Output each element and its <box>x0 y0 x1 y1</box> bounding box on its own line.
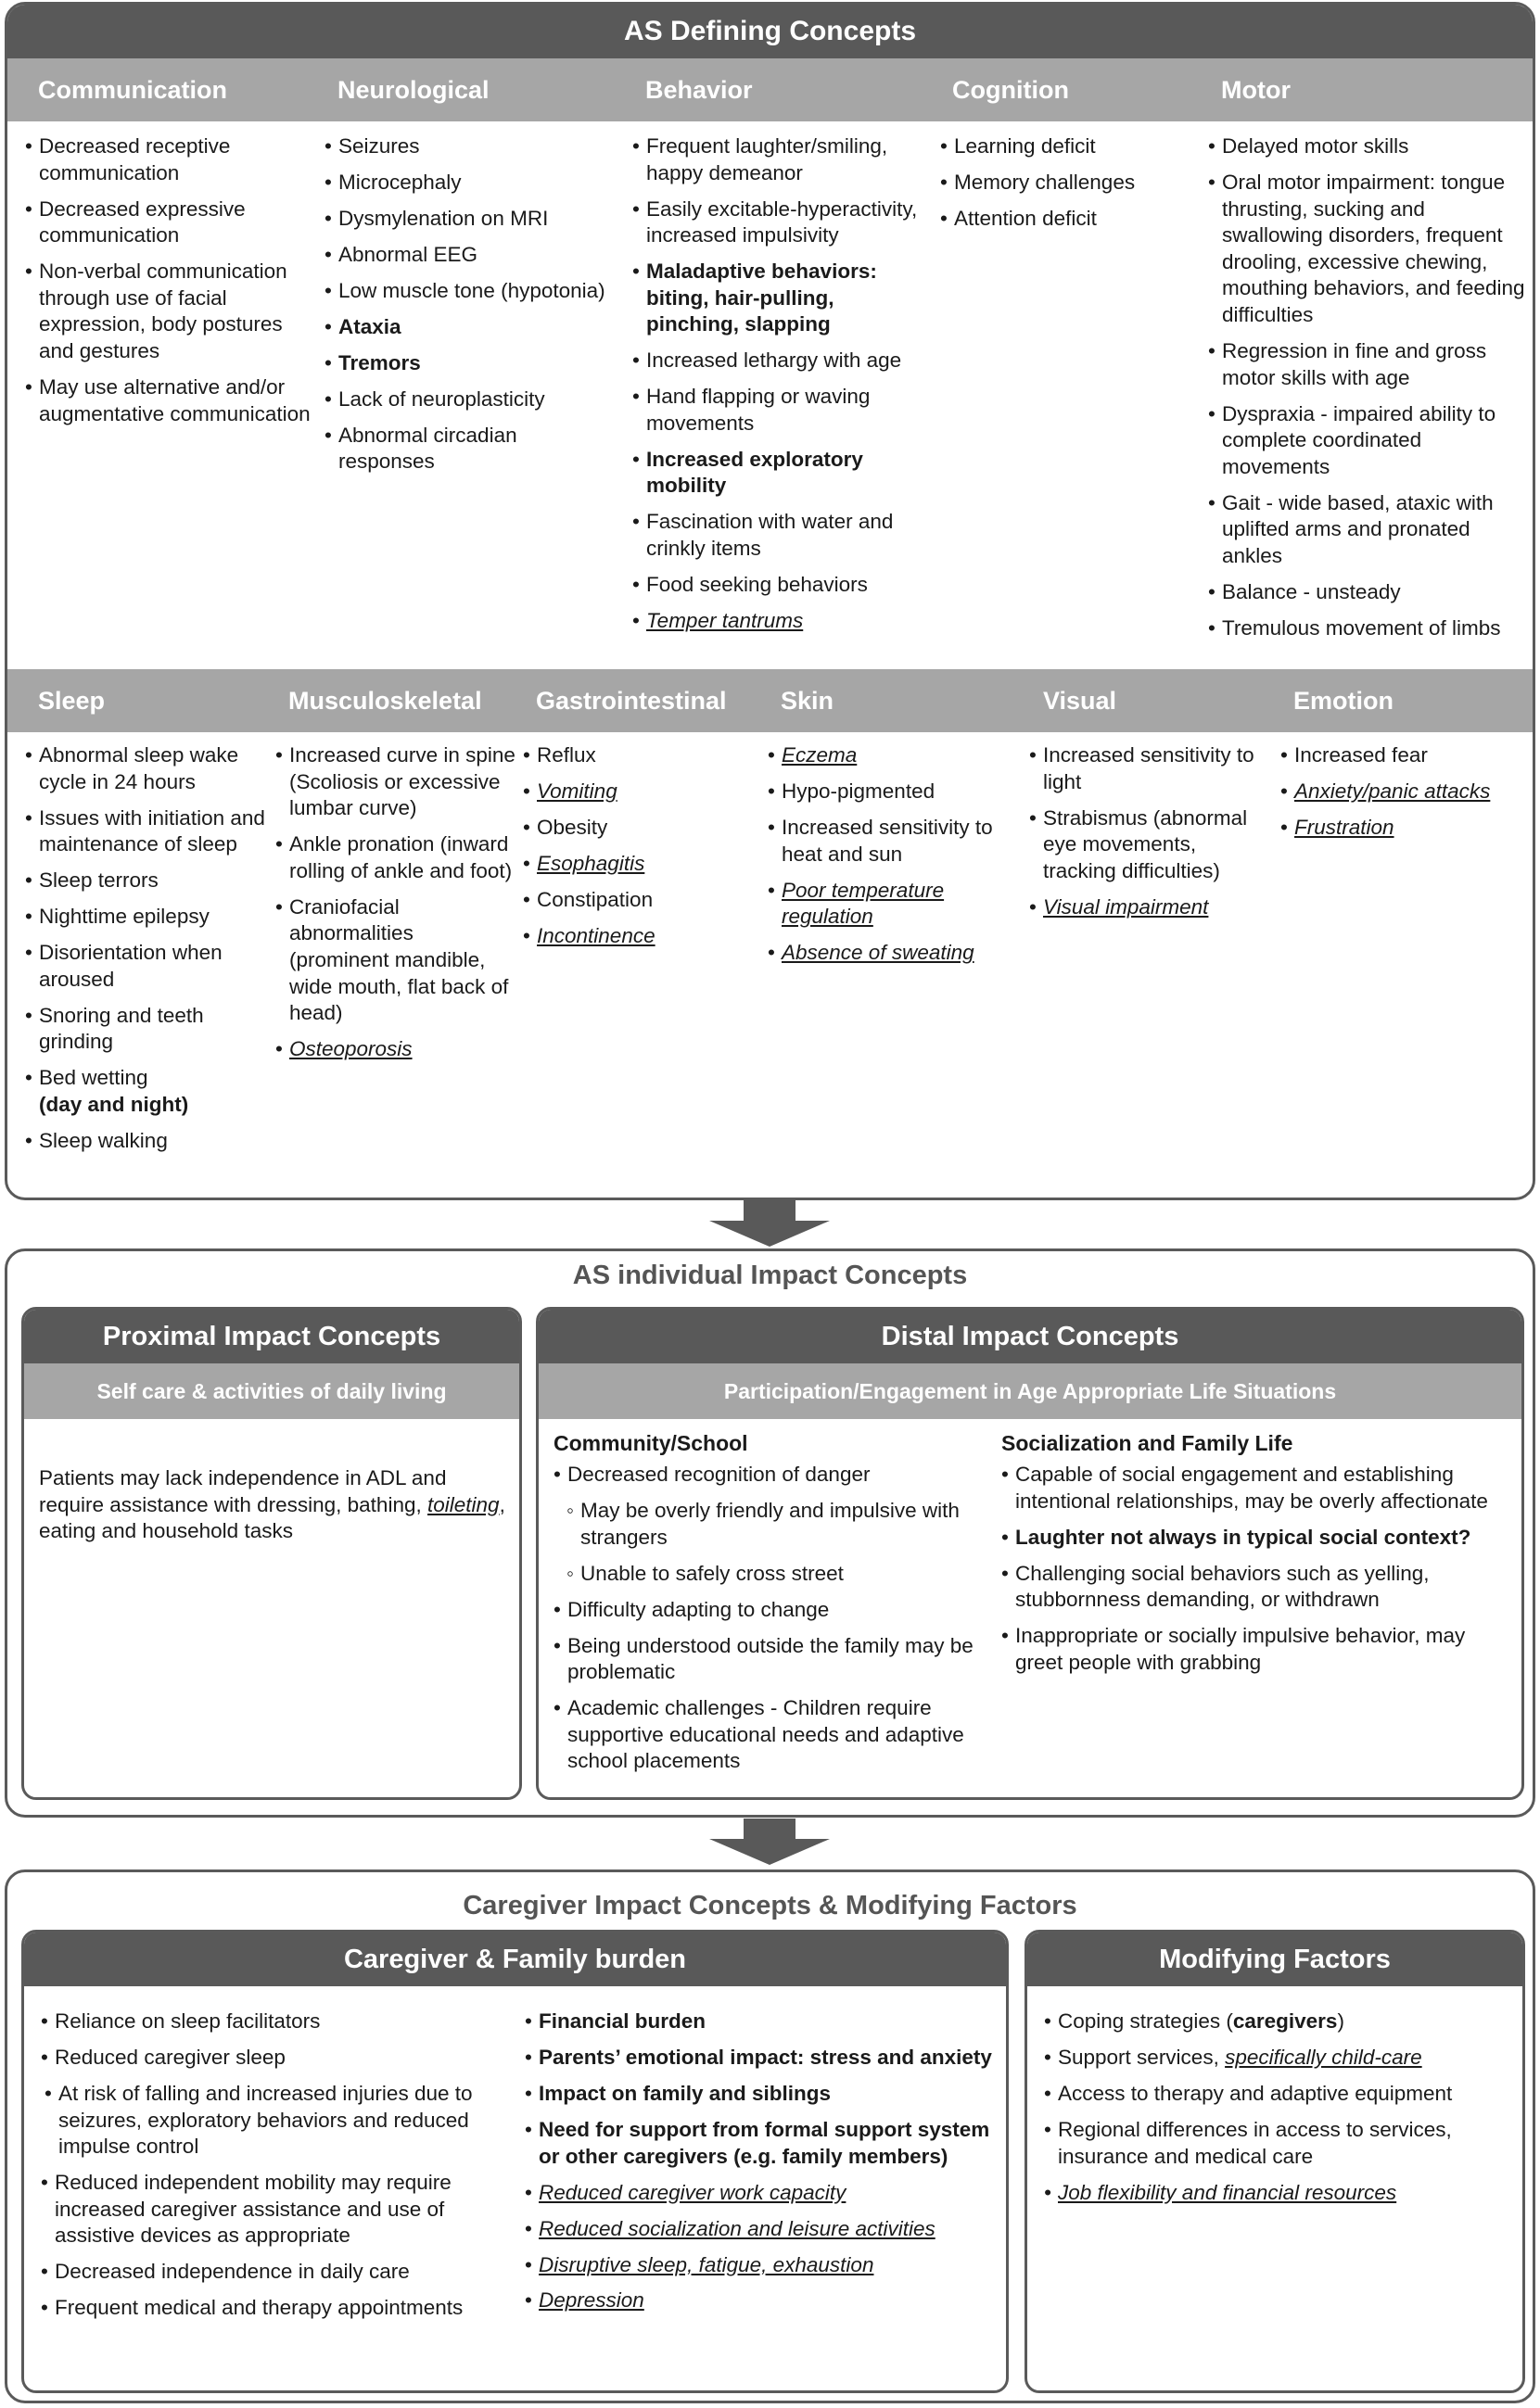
item-text: Coping strategies ( <box>1058 2009 1233 2033</box>
list-item-text: Hand flapping or waving movements <box>646 385 871 435</box>
list-item-text: Lack of neuroplasticity <box>338 387 545 411</box>
list-item <box>325 314 612 341</box>
list-item-text: Reflux <box>537 743 596 767</box>
list-item-text: At risk of falling and increased injuries due to seizures, exploratory behaviors and reduced impulse control <box>58 2081 473 2159</box>
list-item-text: Increased sensitivity to heat and sun <box>782 815 993 866</box>
list-item-text: Parents’ emotional impact: stress and anxiety <box>539 2045 992 2069</box>
list-item <box>275 1036 516 1063</box>
list-item: • Job flexibility and financial resources <box>1044 2180 1512 2207</box>
list-item <box>25 133 312 186</box>
proximal-text-after: , eating and household tasks <box>39 1492 505 1543</box>
bullet-list <box>525 2009 993 2314</box>
list-item <box>632 447 929 500</box>
burden-right-column <box>525 2009 993 2324</box>
list-item <box>525 2288 993 2314</box>
list-item: • Access to therapy and adaptive equipment <box>1044 2081 1512 2108</box>
list-item-text: Tremors <box>338 350 421 374</box>
burden-left-column <box>41 2009 509 2331</box>
list-item <box>25 1128 271 1155</box>
list-item-text: Laughter not always in typical social context? <box>1015 1525 1471 1549</box>
list-item <box>1280 742 1531 769</box>
proximal-text-before: Patients may lack independence in ADL and require assistance with dressing, bathing, <box>39 1466 447 1516</box>
list-item-text: Osteoporosis <box>289 1037 413 1061</box>
proximal-panel <box>21 1307 522 1800</box>
list-item-text: Capable of social engagement and establishing intentional relationships, may be overly affectionate <box>1015 1463 1488 1513</box>
list-item <box>523 851 759 878</box>
list-item-bold-text: (day and night) <box>39 1092 189 1116</box>
list-item <box>940 206 1209 233</box>
list-item <box>940 170 1209 196</box>
list-item <box>525 2252 993 2279</box>
list-item-text: Reliance on sleep facilitators <box>55 2009 321 2033</box>
list-item-text: Ataxia <box>338 314 401 338</box>
list-item-text: Reduced independent mobility may require increased caregiver assistance and use of assistive devices as appropriate <box>55 2171 452 2248</box>
list-item <box>632 259 929 338</box>
defining-row2-header <box>7 669 1533 732</box>
list-item <box>525 2009 993 2035</box>
list-item-text: Increased fear <box>1294 743 1428 767</box>
column-gastrointestinal <box>523 742 759 959</box>
list-item <box>25 1065 271 1118</box>
list-item <box>1029 805 1275 885</box>
category-neurological: Neurological <box>337 76 490 104</box>
column-neurological <box>325 133 612 485</box>
list-item <box>768 815 1018 868</box>
bullet-list <box>41 2009 509 2322</box>
list-item: • Regional differences in access to services, insurance and medical care <box>1044 2117 1512 2170</box>
bullet-list <box>1029 742 1275 920</box>
list-item <box>632 348 929 374</box>
list-item <box>523 815 759 842</box>
column-communication <box>25 133 312 437</box>
list-item-text: Abnormal sleep wake cycle in 24 hours <box>39 743 239 793</box>
list-item <box>632 572 929 599</box>
list-item-text: Depression <box>539 2288 644 2313</box>
modifying-factors-title: Modifying Factors <box>1027 1933 1522 1986</box>
list-item-text: Financial burden <box>539 2009 706 2033</box>
proximal-title: Proximal Impact Concepts <box>24 1310 519 1363</box>
list-item <box>1029 742 1275 795</box>
category-behavior: Behavior <box>645 76 753 104</box>
list-item-text: Food seeking behaviors <box>646 573 868 597</box>
list-item-text: Frequent medical and therapy appointments <box>55 2296 464 2320</box>
distal-subtitle: Participation/Engagement in Age Appropriate Life Situations <box>539 1363 1521 1419</box>
socialization-column <box>1001 1430 1516 1686</box>
list-item-text: Regression in fine and gross motor skills with age <box>1222 338 1487 389</box>
category-motor: Motor <box>1221 76 1291 104</box>
list-item-text: Increased exploratory mobility <box>646 447 863 498</box>
list-item <box>1208 170 1529 329</box>
modifying-factors-list <box>1044 2009 1512 2216</box>
defining-row1-header <box>7 58 1533 121</box>
list-item-text: Poor temperature regulation <box>782 878 945 929</box>
list-item-text: Delayed motor skills <box>1222 134 1409 158</box>
list-item <box>325 350 612 377</box>
category-sleep: Sleep <box>38 687 106 715</box>
list-item-text: Easily excitable-hyperactivity, increased impulsivity <box>646 196 918 247</box>
list-item-text: Abnormal EEG <box>338 242 478 266</box>
list-item-text: Microcephaly <box>338 170 462 194</box>
list-item <box>325 206 612 233</box>
column-motor <box>1208 133 1529 652</box>
category-visual: Visual <box>1043 687 1117 715</box>
list-item-text: Issues with initiation and maintenance of sleep <box>39 805 265 856</box>
list-item <box>632 196 929 249</box>
list-item <box>523 923 759 950</box>
category-skin: Skin <box>781 687 834 715</box>
list-item-text: Decreased receptive communication <box>39 134 231 184</box>
list-item <box>25 904 271 931</box>
list-item <box>325 278 612 305</box>
bullet-list <box>275 742 516 1063</box>
defining-concepts-title: AS Defining Concepts <box>7 5 1533 58</box>
list-item-text: Increased lethargy with age <box>646 349 902 373</box>
bullet-list <box>768 742 1018 967</box>
category-communication: Communication <box>38 76 228 104</box>
list-item <box>525 2180 993 2207</box>
list-item-text: Eczema <box>782 743 858 767</box>
list-item-text: Snoring and teeth grinding <box>39 1003 204 1054</box>
list-item <box>1208 401 1529 481</box>
column-cognition <box>940 133 1209 242</box>
list-item <box>25 940 271 993</box>
bullet-list <box>523 742 759 950</box>
list-item <box>275 831 516 884</box>
list-item-text: Constipation <box>537 887 654 911</box>
proximal-description <box>39 1465 507 1545</box>
list-item <box>768 779 1018 805</box>
list-item-text: Learning deficit <box>954 134 1096 158</box>
individual-impact-panel <box>5 1248 1535 1818</box>
list-item-text: Hypo-pigmented <box>782 779 935 803</box>
community-school-heading: Community/School <box>554 1431 748 1455</box>
list-item <box>554 1462 999 1489</box>
list-item <box>325 387 612 413</box>
list-item-text: Increased curve in spine (Scoliosis or excessive lumbar curve) <box>289 743 515 820</box>
list-item-text: Decreased independence in daily care <box>55 2260 410 2284</box>
list-item <box>275 894 516 1027</box>
list-item-text: Temper tantrums <box>646 609 804 633</box>
distal-title: Distal Impact Concepts <box>539 1310 1521 1363</box>
list-item <box>25 259 312 364</box>
list-item <box>525 2117 993 2170</box>
down-arrow-icon <box>709 1819 830 1865</box>
socialization-heading: Socialization and Family Life <box>1001 1431 1293 1455</box>
bullet-list <box>554 1462 999 1775</box>
list-item-text: Disruptive sleep, fatigue, exhaustion <box>539 2252 874 2276</box>
bullet-list <box>325 133 612 475</box>
defining-concepts-panel <box>5 2 1535 1200</box>
list-item <box>554 1597 999 1624</box>
distal-panel <box>536 1307 1524 1800</box>
list-item <box>25 742 271 795</box>
column-musculoskeletal <box>275 742 516 1072</box>
list-item-text: May use alternative and/or augmentative communication <box>39 374 311 425</box>
list-item <box>554 1633 999 1686</box>
bullet-list <box>1001 1462 1516 1676</box>
list-item-text: Inappropriate or socially impulsive behavior, may greet people with grabbing <box>1015 1624 1466 1674</box>
list-item <box>325 242 612 269</box>
proximal-text-underlined: toileting <box>427 1492 500 1516</box>
list-item-text: Anxiety/panic attacks <box>1294 779 1491 803</box>
list-item <box>325 170 612 196</box>
list-item-text: Esophagitis <box>537 851 645 875</box>
list-item <box>523 779 759 805</box>
list-item-text: Tremulous movement of limbs <box>1222 615 1501 640</box>
item-bold: caregivers <box>1232 2009 1338 2033</box>
list-item-text: Visual impairment <box>1043 894 1209 919</box>
list-item <box>768 940 1018 967</box>
list-item <box>25 868 271 894</box>
list-item <box>554 1695 999 1775</box>
list-item <box>1001 1525 1516 1552</box>
list-item <box>1029 894 1275 921</box>
list-item-text: Non-verbal communication through use of facial expression, body postures and gestures <box>39 260 287 362</box>
list-item <box>1001 1623 1516 1676</box>
list-item <box>632 608 929 635</box>
list-item-text: Sleep terrors <box>39 868 159 893</box>
caregiver-burden-title: Caregiver & Family burden <box>24 1933 1006 1986</box>
list-item <box>1208 579 1529 606</box>
list-item-text: Reduced caregiver work capacity <box>539 2180 846 2204</box>
modifying-factors-panel <box>1025 1930 1525 2393</box>
list-item-text: Need for support from formal support system or other caregivers (e.g. family members) <box>539 2117 990 2168</box>
list-item <box>41 2045 509 2072</box>
socialization-list <box>1001 1462 1516 1676</box>
list-item <box>25 374 312 427</box>
list-item-text: Ankle pronation (inward rolling of ankle and foot) <box>289 832 513 882</box>
column-sleep <box>25 742 271 1164</box>
column-visual <box>1029 742 1275 931</box>
list-item-text: Academic challenges - Children require supportive educational needs and adaptive school placements <box>567 1696 964 1773</box>
list-item <box>632 384 929 437</box>
list-item <box>41 2295 509 2322</box>
list-item <box>1208 490 1529 570</box>
list-item-text: Bed wetting <box>39 1066 148 1090</box>
list-item <box>566 1498 999 1551</box>
list-item <box>1280 779 1531 805</box>
item-end: ) <box>1337 2009 1344 2033</box>
community-school-column <box>554 1430 999 1784</box>
list-item <box>41 2259 509 2286</box>
list-item-text: Oral motor impairment: tongue thrusting, sucking and swallowing disorders, frequent drooling, excessive chewing, mouthing behaviors, and feeding difficulties <box>1222 170 1525 326</box>
list-item-text: Decreased expressive communication <box>39 196 246 247</box>
list-item <box>1044 2009 1512 2035</box>
caregiver-impact-title: Caregiver Impact Concepts & Modifying Factors <box>463 1891 1077 1920</box>
list-item <box>523 887 759 914</box>
list-item <box>525 2081 993 2108</box>
list-item-text: Low muscle tone (hypotonia) <box>338 278 605 302</box>
list-item <box>25 805 271 858</box>
list-item-text: Fascination with water and crinkly items <box>646 510 894 561</box>
list-item-text: Attention deficit <box>954 206 1097 230</box>
category-musculoskeletal: Musculoskeletal <box>288 687 482 715</box>
list-item-text: Unable to safely cross street <box>580 1561 844 1585</box>
list-item-text: Disorientation when aroused <box>39 941 223 991</box>
caregiver-impact-panel <box>5 1869 1535 2403</box>
list-item-text: Balance - unsteady <box>1222 579 1401 603</box>
list-item-text: Increased sensitivity to light <box>1043 743 1254 793</box>
list-item <box>632 133 929 186</box>
list-item-text: Nighttime epilepsy <box>39 905 210 929</box>
column-skin <box>768 742 1018 976</box>
list-item-text: Absence of sweating <box>782 941 974 965</box>
list-item <box>1280 815 1531 842</box>
list-item-text: Being understood outside the family may be problematic <box>567 1633 974 1684</box>
bullet-list <box>940 133 1209 233</box>
list-item <box>768 742 1018 769</box>
column-behavior <box>632 133 929 644</box>
caregiver-burden-panel <box>21 1930 1009 2393</box>
bullet-list <box>25 742 271 1154</box>
bullet-list <box>1208 133 1529 641</box>
community-school-list <box>554 1462 999 1775</box>
list-item <box>275 742 516 822</box>
list-item-text: Memory challenges <box>954 170 1136 194</box>
list-item <box>325 133 612 160</box>
bullet-list <box>1280 742 1531 842</box>
list-item-text: Reduced socialization and leisure activities <box>539 2216 935 2240</box>
list-item-text: Obesity <box>537 815 608 839</box>
list-item <box>1208 338 1529 391</box>
list-item-text: Frustration <box>1294 815 1394 839</box>
bullet-list <box>632 133 929 635</box>
list-item-text: Decreased recognition of danger <box>567 1463 871 1486</box>
individual-impact-title: AS individual Impact Concepts <box>572 1261 968 1290</box>
list-item-text: Vomiting <box>537 779 617 803</box>
list-item <box>41 2009 509 2035</box>
column-emotion <box>1280 742 1531 851</box>
list-item-text: Incontinence <box>537 923 655 947</box>
list-item <box>940 133 1209 160</box>
list-item <box>768 878 1018 931</box>
list-item <box>1208 133 1529 160</box>
list-item-text: Impact on family and siblings <box>539 2081 832 2105</box>
list-item <box>25 1003 271 1056</box>
list-item-text: Reduced caregiver sleep <box>55 2045 286 2069</box>
proximal-subtitle: Self care & activities of daily living <box>24 1363 519 1419</box>
item-text: Support services, <box>1058 2045 1226 2069</box>
list-item <box>25 196 312 249</box>
list-item <box>1001 1561 1516 1614</box>
list-item <box>525 2216 993 2243</box>
item-underline: specifically child-care <box>1225 2045 1422 2069</box>
list-item <box>1001 1462 1516 1515</box>
list-item <box>41 2170 509 2250</box>
list-item <box>1044 2045 1512 2072</box>
list-item-text: Dyspraxia - impaired ability to complete coordinated movements <box>1222 401 1496 478</box>
list-item-text: Challenging social behaviors such as yelling, stubbornness demanding, or withdrawn <box>1015 1561 1430 1612</box>
list-item <box>1208 615 1529 642</box>
list-item-text: Seizures <box>338 134 420 158</box>
category-gastrointestinal: Gastrointestinal <box>536 687 727 715</box>
list-item-text: May be overly friendly and impulsive with strangers <box>580 1498 960 1549</box>
list-item-text: Abnormal circadian responses <box>338 423 517 474</box>
down-arrow-icon <box>709 1200 830 1247</box>
category-cognition: Cognition <box>952 76 1069 104</box>
list-item <box>45 2081 509 2161</box>
list-item <box>525 2045 993 2072</box>
list-item-text: Difficulty adapting to change <box>567 1597 830 1621</box>
list-item <box>566 1561 999 1588</box>
list-item-text: Craniofacial abnormalities (prominent mandible, wide mouth, flat back of head) <box>289 894 509 1025</box>
list-item-text: Sleep walking <box>39 1128 168 1152</box>
category-emotion: Emotion <box>1293 687 1394 715</box>
list-item <box>523 742 759 769</box>
list-item <box>632 509 929 562</box>
list-item-text: Dysmylenation on MRI <box>338 206 549 230</box>
bullet-list <box>25 133 312 427</box>
list-item <box>325 423 612 475</box>
list-item-text: Strabismus (abnormal eye movements, tracking difficulties) <box>1043 805 1248 882</box>
list-item-text: Frequent laughter/smiling, happy demeanor <box>646 134 888 184</box>
list-item-text: Maladaptive behaviors: biting, hair-pulling, pinching, slapping <box>646 260 877 336</box>
list-item-text: Gait - wide based, ataxic with uplifted arms and pronated ankles <box>1222 490 1494 567</box>
